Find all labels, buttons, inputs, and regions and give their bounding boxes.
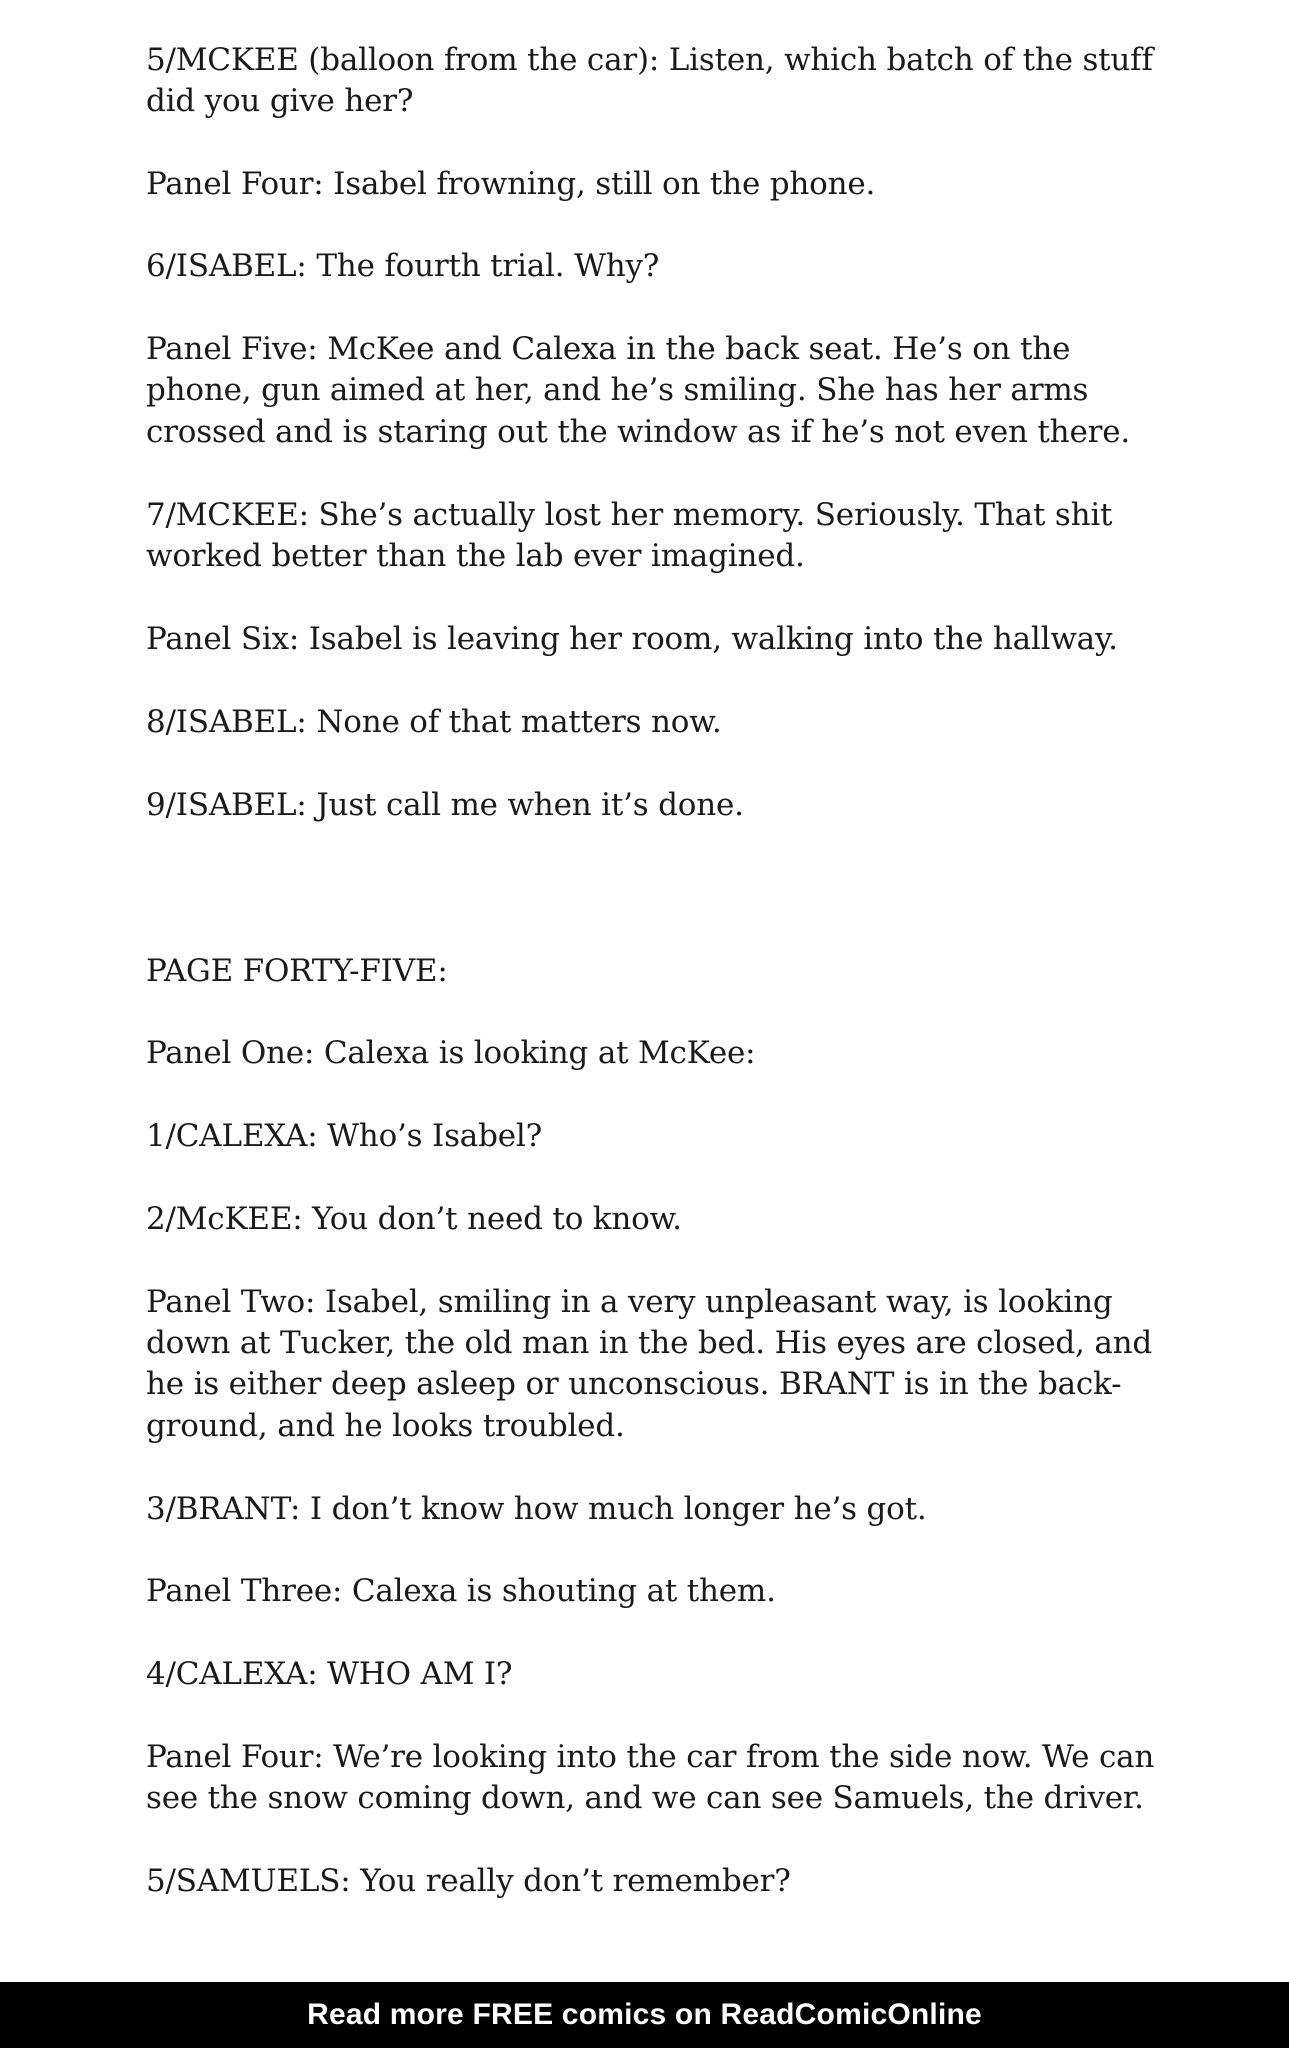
script-line: crossed and is staring out the window as if he’s not even there. [146,414,1131,450]
footer-banner[interactable] [0,1982,1289,2048]
script-line: 8/ISABEL: None of that matters now. [146,704,722,740]
page-heading: PAGE FORTY-FIVE: [146,953,448,989]
script-line: Panel Two: Isabel, smiling in a very unpleasant way, is looking [146,1284,1113,1320]
script-line: down at Tucker, the old man in the bed. His eyes are closed, and [146,1325,1153,1361]
script-line: 5/SAMUELS: You really don’t remember? [146,1863,791,1899]
script-line: Panel Four: We’re looking into the car from the side now. We can [146,1739,1155,1775]
script-line: 4/CALEXA: WHO AM I? [146,1656,513,1692]
script-line: 5/MCKEE (balloon from the car): Listen, which batch of the stuff [146,42,1153,78]
script-line: 2/McKEE: You don’t need to know. [146,1201,682,1237]
script-line: worked better than the lab ever imagined. [146,538,805,574]
script-line: did you give her? [146,83,414,119]
script-line: 6/ISABEL: The fourth trial. Why? [146,248,660,284]
script-line: 9/ISABEL: Just call me when it’s done. [146,787,744,823]
script-line: phone, gun aimed at her, and he’s smiling. She has her arms [146,372,1089,408]
script-line: 1/CALEXA: Who’s Isabel? [146,1118,543,1154]
script-line: ground, and he looks troubled. [146,1408,625,1444]
script-line: he is either deep asleep or unconscious. BRANT is in the back- [146,1366,1122,1402]
script-line: Panel One: Calexa is looking at McKee: [146,1035,756,1071]
script-line: see the snow coming down, and we can see Samuels, the driver. [146,1780,1144,1816]
script-line: 3/BRANT: I don’t know how much longer he’s got. [146,1491,927,1527]
script-line: Panel Three: Calexa is shouting at them. [146,1573,776,1609]
footer-link-text[interactable]: Read more FREE comics on ReadComicOnline [307,1998,982,2031]
script-line: Panel Four: Isabel frowning, still on the phone. [146,166,876,202]
script-line: 7/MCKEE: She’s actually lost her memory. Seriously. That shit [146,497,1113,533]
script-line: Panel Five: McKee and Calexa in the back seat. He’s on the [146,331,1071,367]
script-line: Panel Six: Isabel is leaving her room, walking into the hallway. [146,621,1118,657]
